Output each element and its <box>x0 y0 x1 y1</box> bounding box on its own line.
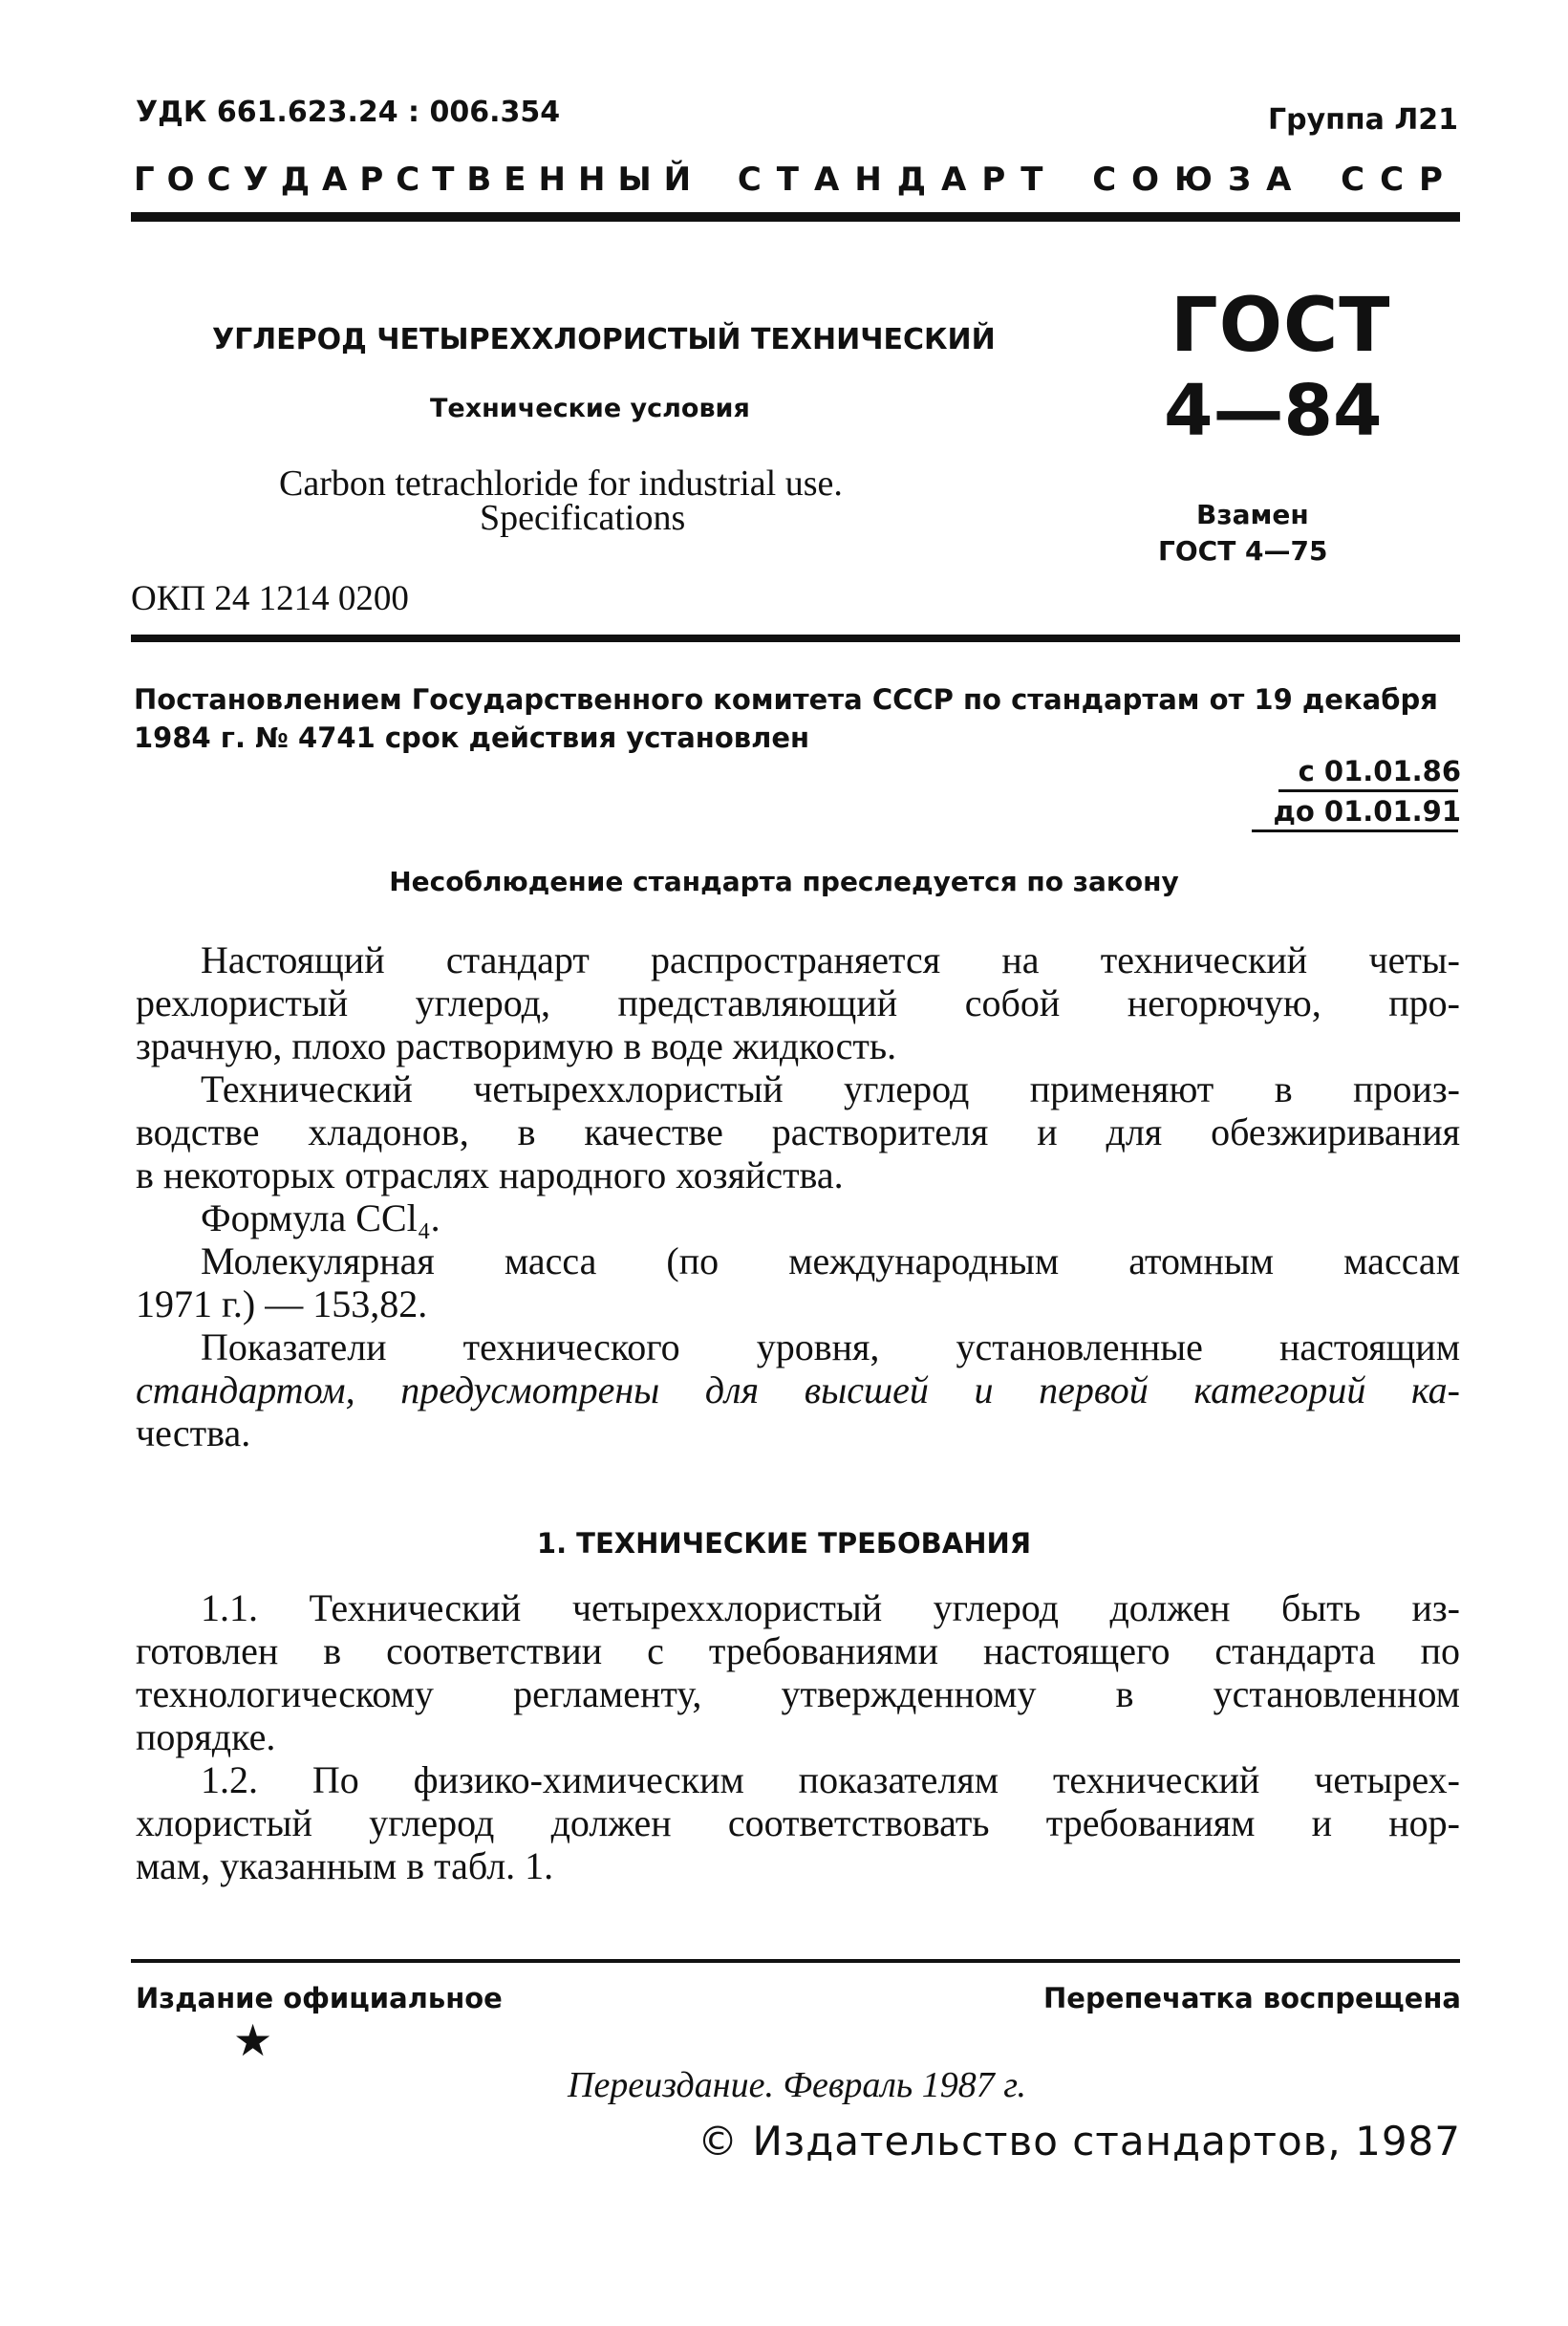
reissue-note: Переиздание. Февраль 1987 г. <box>568 2065 1027 2105</box>
replaces-label: Взамен <box>1196 499 1309 530</box>
document-subtitle: Технические условия <box>430 394 750 423</box>
text-line: хлористый углерод должен соответствовать требованиям и нор- <box>136 1801 1460 1844</box>
text-line: порядке. <box>136 1715 276 1758</box>
text-line: мам, указанным в табл. 1. <box>136 1844 554 1887</box>
text-line: водстве хладонов, в качестве растворителя и для обезжиривания <box>136 1110 1460 1153</box>
clause-1-1 <box>136 1586 1460 1758</box>
star-icon: ★ <box>233 2016 273 2065</box>
text-line: стандартом, предусмотрены для высшей и первой категорий ка- <box>136 1368 1460 1411</box>
legal-notice: Несоблюдение стандарта преследуется по закону <box>389 866 1179 897</box>
intro-paragraph <box>136 938 1460 1067</box>
official-edition: Издание официальное <box>136 1982 503 2014</box>
decree-text: Постановлением Государственного комитета СССР по стандартам от 19 декабря 1984 г. № 4741 срок действия установлен <box>134 683 1438 754</box>
header-rule <box>131 212 1460 222</box>
valid-to: до 01.01.91 <box>1273 795 1461 828</box>
usage-paragraph <box>136 1067 1460 1196</box>
english-title-line2: Specifications <box>480 498 686 538</box>
text-line: Молекулярная масса (по международным атомным массам <box>201 1239 1460 1282</box>
replaces-value: ГОСТ 4—75 <box>1158 535 1328 567</box>
footer-rule <box>131 1959 1460 1963</box>
text-line: в некоторых отраслях народного хозяйства. <box>136 1153 844 1196</box>
english-title-line1: Carbon tetrachloride for industrial use. <box>279 463 843 504</box>
molar-mass-paragraph <box>136 1239 1460 1325</box>
text-line: Технический четыреххлористый углерод применяют в произ- <box>201 1067 1460 1110</box>
banner-word: ССР <box>1341 161 1458 199</box>
clause-1-2 <box>136 1758 1460 1887</box>
text-line: 1.1. Технический четыреххлористый углерод должен быть из- <box>201 1586 1460 1629</box>
text-line: готовлен в соответствии с требованиями настоящего стандарта по <box>136 1629 1460 1672</box>
quality-paragraph <box>136 1325 1460 1454</box>
valid-from-underline <box>1278 789 1458 792</box>
udk-code: УДК 661.623.24 : 006.354 <box>136 96 561 129</box>
text-line: зрачную, плохо растворимую в воде жидкость. <box>136 1024 897 1067</box>
banner-word: СОЮЗА <box>1092 161 1307 199</box>
title-rule <box>131 635 1460 642</box>
banner-word: СТАНДАРТ <box>737 161 1059 199</box>
state-standard-banner <box>134 161 1458 199</box>
text-line: 1.2. По физико-химическим показателям технический четырех- <box>201 1758 1460 1801</box>
section-heading: 1. ТЕХНИЧЕСКИЕ ТРЕБОВАНИЯ <box>536 1527 1032 1560</box>
valid-from: с 01.01.86 <box>1298 755 1461 787</box>
valid-to-underline <box>1252 829 1458 832</box>
gost-number: 4—84 <box>1164 370 1383 452</box>
text-line: технологическому регламенту, утвержденному в установленном <box>136 1672 1460 1715</box>
text-line: Показатели технического уровня, установленные настоящим <box>201 1325 1460 1368</box>
banner-word: ГОСУДАРСТВЕННЫЙ <box>134 161 704 199</box>
text-line: чества. <box>136 1411 251 1454</box>
gost-label: ГОСТ <box>1171 283 1391 369</box>
text-line: Формула CCl₄. <box>201 1196 440 1239</box>
reprint-notice: Перепечатка воспрещена <box>1043 1982 1461 2014</box>
text-line: рехлористый углерод, представляющий собой негорючую, про- <box>136 981 1460 1024</box>
publisher-copyright: © Издательство стандартов, 1987 <box>698 2118 1461 2164</box>
group-code: Группа Л21 <box>1268 103 1458 137</box>
text-line: Настоящий стандарт распространяется на технический четы- <box>201 938 1460 981</box>
document-title: УГЛЕРОД ЧЕТЫРЕХХЛОРИСТЫЙ ТЕХНИЧЕСКИЙ <box>212 323 996 356</box>
text-line: 1971 г.) — 153,82. <box>136 1282 428 1325</box>
formula-paragraph <box>136 1196 1460 1239</box>
okp-code: ОКП 24 1214 0200 <box>131 579 409 618</box>
